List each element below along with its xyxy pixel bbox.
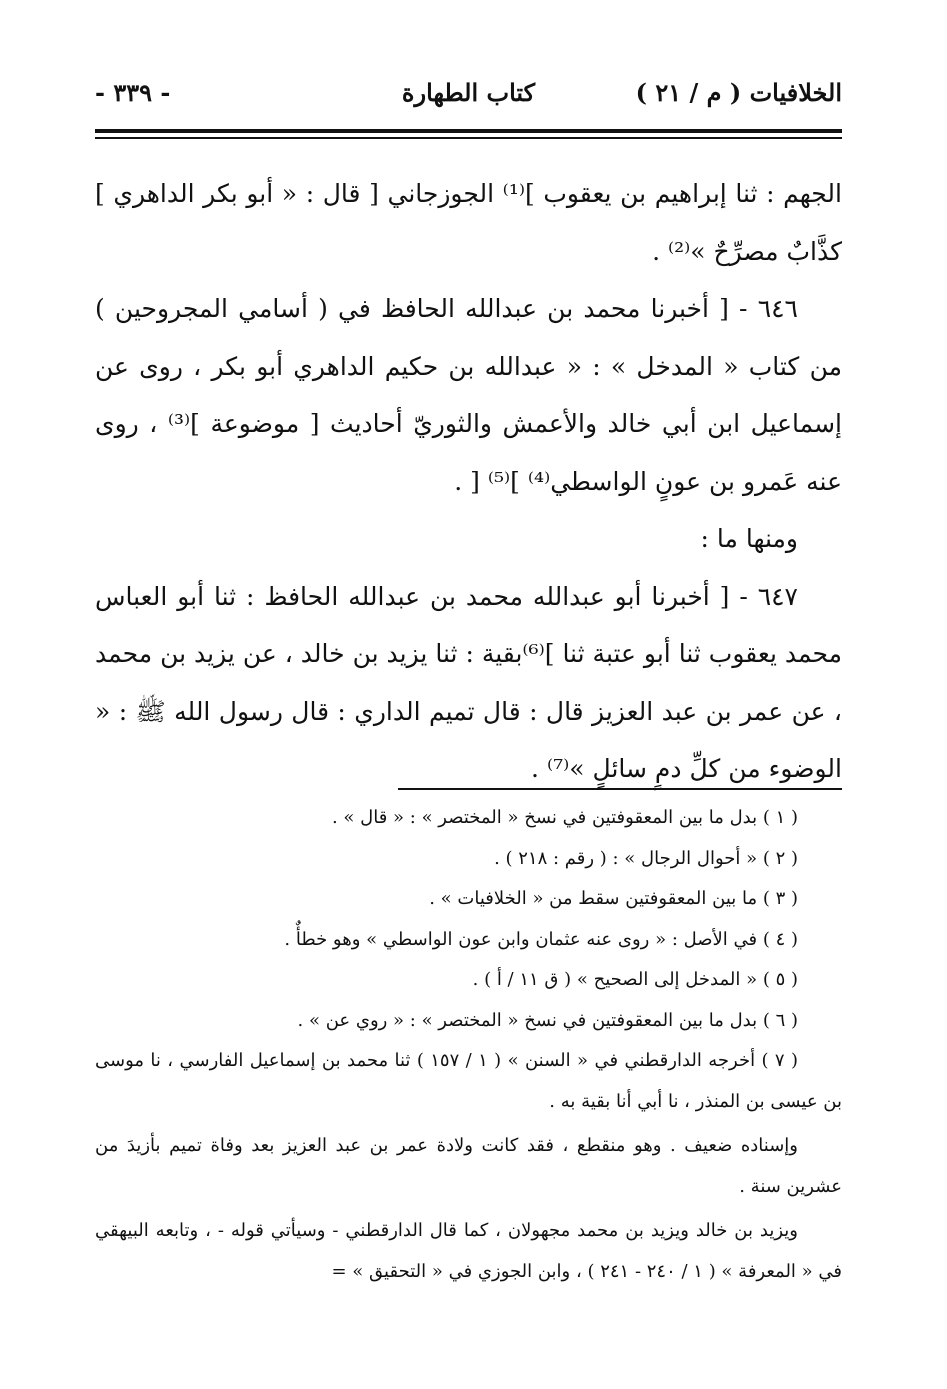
footnotes — [95, 798, 842, 1292]
footnote-separator — [398, 788, 842, 790]
footnote-1: ( ١ ) بدل ما بين المعقوفتين في نسخ « المختصر » : « قال » . — [331, 807, 798, 828]
page-number: - ٣٣٩ - — [95, 78, 171, 107]
paragraph-intro: ومنها ما : — [700, 524, 798, 553]
running-header — [95, 78, 842, 118]
paragraph-continuation: الجهم : ثنا إبراهيم بن يعقوب ]⁽¹⁾ الجوزجاني [ قال : « أبو بكر الداهري ] كذَّابٌ مصرِّحٌ »⁽²⁾ . — [95, 179, 842, 266]
footnote-2: ( ٢ ) « أحوال الرجال » : ( رقم : ٢١٨ ) . — [494, 847, 798, 869]
footnote-7: ( ٧ ) أخرجه الدارقطني في « السنن » ( ١ / ١٥٧ ) ثنا محمد بن إسماعيل الفارسي ، نا موسى بن عيسى بن المنذر ، نا أبي أنا بقية به . — [95, 1050, 842, 1112]
header-volume-label: الخلافيات ( م / ٢١ ) — [635, 78, 842, 107]
header-rule-thin — [95, 137, 842, 139]
footnote-5: ( ٥ ) « المدخل إلى الصحيح » ( ق ١١ / أ ) . — [472, 969, 798, 990]
paragraph-647: ٦٤٧ - [ أخبرنا أبو عبدالله محمد بن عبدالله الحافظ : ثنا أبو العباس محمد يعقوب ثنا أبو عتبة ثنا ]⁽⁶⁾بقية : ثنا يزيد بن خالد ، عن يزيد بن محمد ، عن عمر بن عبد العزيز قال : قال تميم الداري : قال رسول الله ﷺ : « الوضوء من كلِّ دمٍ سائلٍ »⁽⁷⁾ . — [95, 581, 842, 783]
header-rule-thick — [95, 129, 842, 133]
header-chapter-title: كتاب الطهارة — [401, 78, 536, 107]
footnote-7-comment: وإسناده ضعيف . وهو منقطع ، فقد كانت ولادة عمر بن عبد العزيز بعد وفاة تميم بأزيدَ من عشرين سنة . — [95, 1135, 842, 1197]
paragraph-646: ٦٤٦ - [ أخبرنا محمد بن عبدالله الحافظ في ( أسامي المجروحين ) من كتاب « المدخل » : « عبدالله بن حكيم الداهري أبو بكر ، روى عن إسماعيل ابن أبي خالد والأعمش والثوريّ أحاديث [ موضوعة ]⁽³⁾ ، روى عنه عَمرو بن عونٍ الواسطي⁽⁴⁾ ]⁽⁵⁾ [ . — [95, 294, 842, 496]
footnote-6: ( ٦ ) بدل ما بين المعقوفتين في نسخ « المختصر » : « روي عن » . — [297, 1009, 798, 1031]
main-text — [95, 165, 842, 798]
footnote-3: ( ٣ ) ما بين المعقوفتين سقط من « الخلافيات » . — [429, 888, 798, 909]
footnote-7-comment-continued: ويزيد بن خالد ويزيد بن محمد مجهولان ، كما قال الدارقطني - وسيأتي قوله - ، وتابعه البيهقي في « المعرفة » ( ١ / ٢٤٠ - ٢٤١ ) ، وابن الجوزي في « التحقيق » = — [95, 1220, 842, 1282]
footnote-4: ( ٤ ) في الأصل : « روى عنه عثمان وابن عون الواسطي » وهو خطأٌ . — [284, 928, 798, 950]
